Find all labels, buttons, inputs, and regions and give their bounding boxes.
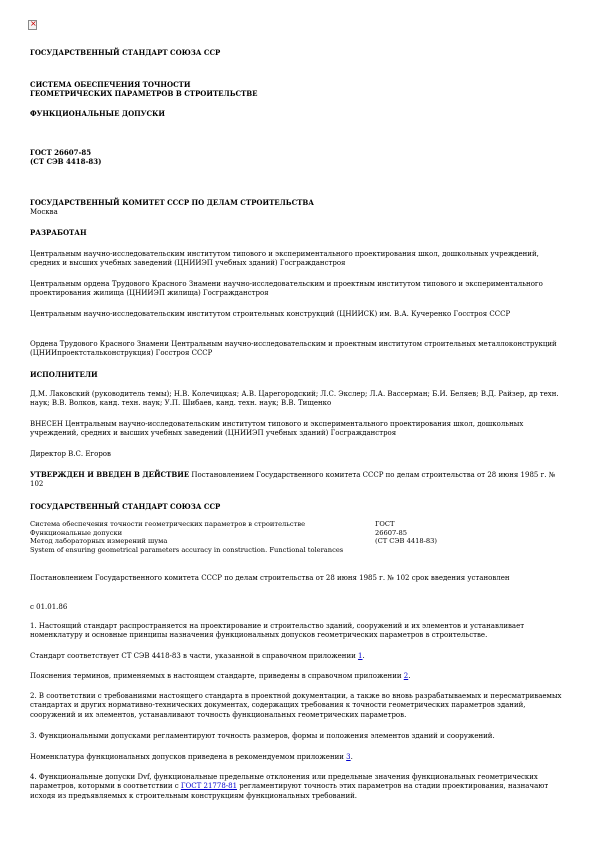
header-method: Метод лабораторных измерений шума	[30, 537, 168, 546]
state-standard-title-2: ГОСУДАРСТВЕННЫЙ СТАНДАРТ СОЮЗА ССР	[30, 502, 221, 511]
header-english-title: System of ensuring geometrical parameters accuracy in construction. Functional tolerances	[30, 545, 344, 554]
decree-text: Постановлением Государственного комитета СССР по делам строительства от 28 июня 1985 г. № 102 срок введения установлен	[30, 574, 510, 582]
header-st-sev: (СТ СЭВ 4418-83)	[375, 537, 437, 546]
executors-heading: ИСПОЛНИТЕЛИ	[30, 370, 98, 379]
director: Директор В.С. Егоров	[30, 450, 111, 458]
standard-header-table	[30, 520, 437, 554]
paragraph-compliance: Стандарт соответствует СТ СЭВ 4418-83 в части, указанной в справочном приложении 1.	[30, 652, 365, 660]
header-gost-number: 26607-85	[375, 528, 408, 537]
header-gost-label: ГОСТ	[375, 520, 395, 528]
nomenclature-text: Номенклатура функциональных допусков приведена в рекомендуемом приложении	[30, 753, 347, 761]
header-system-title: Система обеспечения точности геометрических параметров в строительстве	[30, 520, 306, 528]
broken-image-icon	[28, 20, 37, 30]
paragraph-4	[30, 773, 570, 801]
developer-org-1: Центральным научно-исследовательским институтом типового и экспериментального проектирования школ, дошкольных учреждений, средних и высших учебных заведений (ЦНИИЭП учебных зданий) Госгражданстроя	[30, 250, 539, 268]
appendix-3-link[interactable]: 3	[346, 753, 351, 761]
paragraph-3: 3. Функциональными допусками регламентируют точность размеров, формы и положения элементов зданий и сооружений.	[30, 732, 495, 740]
developer-org-4: Ордена Трудового Красного Знамени Центральным научно-исследовательским и проектным институтом строительных металлоконструкций (ЦНИИпроектстальконструкция) Госстроя СССР	[30, 340, 557, 358]
approved-text: Постановлением Государственного комитета СССР по делам строительства от 28 июня 1985 г. № 102	[30, 471, 556, 489]
committee-name: ГОСУДАРСТВЕННЫЙ КОМИТЕТ СССР ПО ДЕЛАМ СТРОИТЕЛЬСТВА	[30, 198, 314, 207]
paragraph-4-text-b: регламентируют точность этих параметров на стадии проектирования, назначают исходя из предъявляемых к строительным конструкциям функциональных требований.	[30, 782, 549, 800]
approved-label: УТВЕРЖДЕН И ВВЕДЕН В ДЕЙСТВИЕ	[30, 470, 190, 479]
state-standard-title: ГОСУДАРСТВЕННЫЙ СТАНДАРТ СОЮЗА ССР	[30, 48, 221, 57]
subtitle: ФУНКЦИОНАЛЬНЫЕ ДОПУСКИ	[30, 109, 166, 118]
effective-date: с 01.01.86	[30, 603, 68, 611]
appendix-2-link[interactable]: 2	[403, 672, 409, 680]
approved-statement	[30, 470, 570, 490]
city: Москва	[30, 208, 58, 216]
header-table-left	[30, 520, 373, 554]
header-table-right	[373, 520, 437, 554]
paragraph-2: 2. В соответствии с требованиями настоящего стандарта в проектной документации, а также во вновь разрабатываемых и пересматриваемых стандартах и других нормативно-технических документах, содержащих требования к точности геометрических параметров зданий, сооружений и их элементов, устанавливают точность функциональных геометрических параметров.	[30, 692, 562, 719]
paragraph-1: 1. Настоящий стандарт распространяется на проектирование и строительство зданий, сооружений и их элементов и устанавливает номенклатуру и основные принципы назначения функциональных допусков геометрических параметров в строительстве.	[30, 622, 525, 640]
system-title-line-2: ГЕОМЕТРИЧЕСКИХ ПАРАМЕТРОВ В СТРОИТЕЛЬСТВЕ	[30, 89, 258, 98]
compliance-text: Стандарт соответствует СТ СЭВ 4418-83 в части, указанной в справочном приложении	[30, 652, 359, 660]
appendix-1-link[interactable]: 1	[358, 652, 363, 660]
developed-heading: РАЗРАБОТАН	[30, 228, 87, 237]
executors-list: Д.М. Лаковский (руководитель темы); Н.В. Колечицкая; А.В. Царегородский; Л.С. Экслер; Л.А. Вассерман; Б.И. Беляев; В.Д. Райзер, др техн. наук; В.В. Волков, канд. техн. наук; У.П. Шибаев, канд. техн. наук; В.В. Тищенко	[30, 390, 559, 408]
paragraph-nomenclature: Номенклатура функциональных допусков приведена в рекомендуемом приложении 3.	[30, 753, 353, 761]
developer-org-2: Центральным ордена Трудового Красного Знамени научно-исследовательским и проектным институтом типового и экспериментального проектирования жилища (ЦНИИЭП жилища) Госгражданстроя	[30, 280, 543, 298]
gost-21778-link[interactable]: ГОСТ 21778-81	[180, 782, 238, 791]
system-title-line-1: СИСТЕМА ОБЕСПЕЧЕНИЯ ТОЧНОСТИ	[30, 80, 191, 89]
introduced-by: ВНЕСЕН Центральным научно-исследовательским институтом типового и экспериментального проектирования школ, дошкольных учреждений, средних и высших учебных заведений (ЦНИИЭП учебных зданий) Госгражданстроя	[30, 420, 524, 438]
terms-text: Пояснения терминов, применяемых в настоящем стандарте, приведены в справочном приложении	[30, 672, 404, 680]
paragraph-4-text-a: 4. Функциональные допуски Dvf, функциональные предельные отклонения или предельные значения функциональных геометрических параметров, которыми в соответствии с	[30, 773, 538, 791]
gost-number: ГОСТ 26607-85	[30, 148, 92, 157]
paragraph-terms: Пояснения терминов, применяемых в настоящем стандарте, приведены в справочном приложении 2.	[30, 672, 411, 680]
st-sev-number: (СТ СЭВ 4418-83)	[30, 157, 102, 166]
header-functional-tolerances: Функциональные допуски	[30, 528, 123, 537]
developer-org-3: Центральным научно-исследовательским институтом строительных конструкций (ЦНИИСК) им. В.А. Кучеренко Госстроя СССР	[30, 310, 511, 318]
